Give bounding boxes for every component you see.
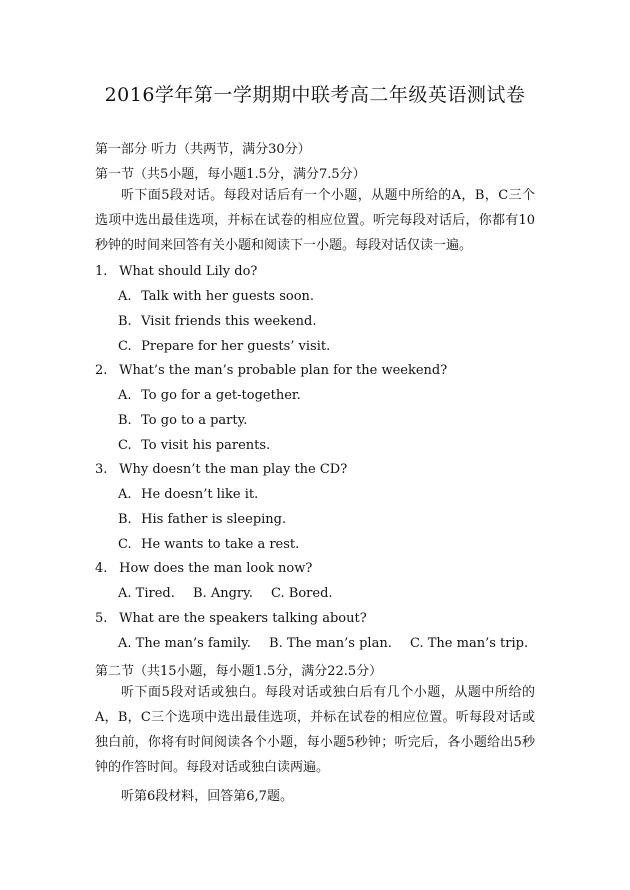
question-text: What should Lily do? [119,264,258,279]
option-text: The man’s trip. [427,636,529,651]
question-number: 1. [95,264,108,279]
option-label: A. [118,636,132,651]
option-text: To go to a party. [141,413,248,428]
question-3-option-c [118,537,299,552]
question-number: 3. [95,462,108,477]
option-label: C. [118,339,132,354]
option-text: To go for a get-together. [141,388,301,403]
question-number: 4. [95,561,108,576]
question-number: 5. [95,611,108,626]
question-5 [95,611,367,626]
question-5-option-b [269,636,396,651]
question-3-option-a [118,487,258,502]
question-3-option-b [118,512,286,527]
option-label: A. [118,586,132,601]
question-1 [95,264,257,279]
question-4-option-c [271,586,333,601]
question-2 [95,363,447,378]
question-4 [95,561,312,576]
option-label: B. [269,636,283,651]
option-label: A. [118,388,132,403]
question-text: What are the speakers talking about? [119,611,367,626]
question-4-options [118,586,347,601]
question-text: What’s the man’s probable plan for the weekend? [119,363,448,378]
part1-heading: 第一部分 听力（共两节，满分30分） [95,142,311,157]
option-text: His father is sleeping. [141,512,287,527]
question-1-option-b [118,314,317,329]
option-label: B. [118,512,132,527]
option-label: A. [118,487,132,502]
option-text: He doesn’t like it. [141,487,259,502]
option-text: The man’s family. [135,636,251,651]
section1-heading: 第一节（共5小题，每小题1.5分，满分7.5分） [95,167,366,182]
option-text: To visit his parents. [141,438,271,453]
material-note: 听第6段材料，回答第6,7题。 [121,789,293,804]
question-number: 2. [95,363,108,378]
section1-instructions: 听下面5段对话。每段对话后有一个小题，从题中所给的A，B，C三个选项中选出最佳选项，并标在试卷的相应位置。听完每段对话后，你都有10秒钟的时间来回答有关小题和阅读下一小题。每段对话仅读一遍。 [95,188,535,253]
section2-instructions: 听下面5段对话或独白。每段对话或独白后有几个小题，从题中所给的A，B，C三个选项中选出最佳选项，并标在试卷的相应位置。听每段对话或独白前，你将有时间阅读各个小题，每小题5秒钟；听完后，各小题给出5秒钟的作答时间。每段对话或独白读两遍。 [95,685,535,775]
option-text: Talk with her guests soon. [141,289,315,304]
option-text: He wants to take a rest. [141,537,300,552]
option-text: Bored. [288,586,333,601]
question-4-option-b [193,586,257,601]
option-label: C. [118,537,132,552]
question-1-option-a [118,289,314,304]
option-label: B. [193,586,207,601]
question-2-option-a [118,388,301,403]
question-3 [95,462,347,477]
option-text: The man’s plan. [286,636,392,651]
option-label: B. [118,314,132,329]
option-text: Prepare for her guests’ visit. [141,339,331,354]
question-5-option-c [410,636,528,651]
question-5-option-a [118,636,255,651]
exam-title: 2016学年第一学期期中联考高二年级英语测试卷 [104,84,526,106]
option-text: Tired. [135,586,175,601]
option-text: Visit friends this weekend. [141,314,317,329]
option-label: B. [118,413,132,428]
option-text: Angry. [210,586,253,601]
question-1-option-c [118,339,330,354]
question-text: Why doesn’t the man play the CD? [119,462,348,477]
option-label: A. [118,289,132,304]
question-5-options [118,636,542,651]
question-text: How does the man look now? [119,561,313,576]
question-4-option-a [118,586,179,601]
option-label: C. [271,586,285,601]
question-2-option-b [118,413,247,428]
option-label: C. [410,636,424,651]
section2-heading: 第二节（共15小题，每小题1.5分，满分22.5分） [95,664,383,679]
option-label: C. [118,438,132,453]
question-2-option-c [118,438,270,453]
